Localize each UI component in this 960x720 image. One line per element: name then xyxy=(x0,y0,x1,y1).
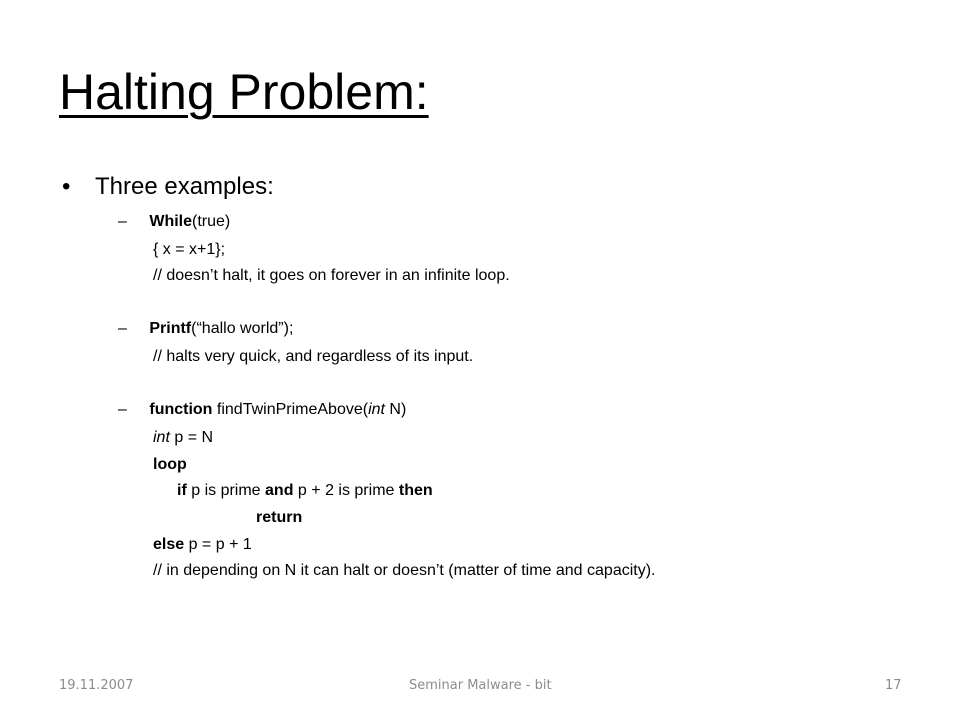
line-text: p + 2 is prime xyxy=(293,482,399,499)
slide-title: Halting Problem: xyxy=(59,64,429,120)
example-3-line-3 xyxy=(177,481,433,501)
example-3-line-6: // in depending on N it can halt or doesn’t (matter of time and capacity). xyxy=(153,562,656,579)
example-1-line-2: // doesn’t halt, it goes on forever in an infinite loop. xyxy=(153,267,510,284)
keyword-if: if xyxy=(177,482,187,499)
function-name: findTwinPrimeAbove( xyxy=(212,401,369,418)
dash-icon: – xyxy=(118,320,127,337)
type-int: int xyxy=(368,401,385,418)
example-2-header-rest: (“hallo world”); xyxy=(191,320,294,337)
footer-page-number: 17 xyxy=(885,678,902,693)
keyword-return: return xyxy=(256,509,303,526)
example-2-line-1: // halts very quick, and regardless of its input. xyxy=(153,348,474,365)
dash-icon: – xyxy=(118,401,127,418)
example-3-line-1 xyxy=(153,428,213,448)
keyword-loop: loop xyxy=(153,456,187,473)
example-1-header xyxy=(118,212,230,232)
bullet-icon: • xyxy=(62,173,71,200)
footer-title: Seminar Malware - bit xyxy=(409,678,552,693)
example-2-header xyxy=(118,319,293,339)
keyword-function: function xyxy=(149,401,213,418)
keyword-and: and xyxy=(265,482,294,499)
function-param: N) xyxy=(384,401,407,418)
example-3-line-4 xyxy=(256,508,302,528)
bullet-text: Three examples: xyxy=(95,173,274,200)
keyword-else: else xyxy=(153,536,185,553)
keyword-printf: Printf xyxy=(149,320,192,337)
dash-icon: – xyxy=(118,213,127,230)
keyword-while: While xyxy=(149,213,193,230)
bullet-three-examples xyxy=(62,172,274,202)
example-3-line-5 xyxy=(153,535,252,555)
line-text: p = p + 1 xyxy=(184,536,252,553)
example-3-header xyxy=(118,400,406,420)
keyword-then: then xyxy=(398,482,433,499)
footer-date: 19.11.2007 xyxy=(59,678,134,693)
line-text: p is prime xyxy=(186,482,266,499)
line-text: p = N xyxy=(169,429,214,446)
type-int: int xyxy=(153,429,170,446)
example-1-header-rest: (true) xyxy=(192,213,231,230)
example-3-line-2 xyxy=(153,455,187,475)
example-1-line-1: { x = x+1}; xyxy=(153,241,226,258)
